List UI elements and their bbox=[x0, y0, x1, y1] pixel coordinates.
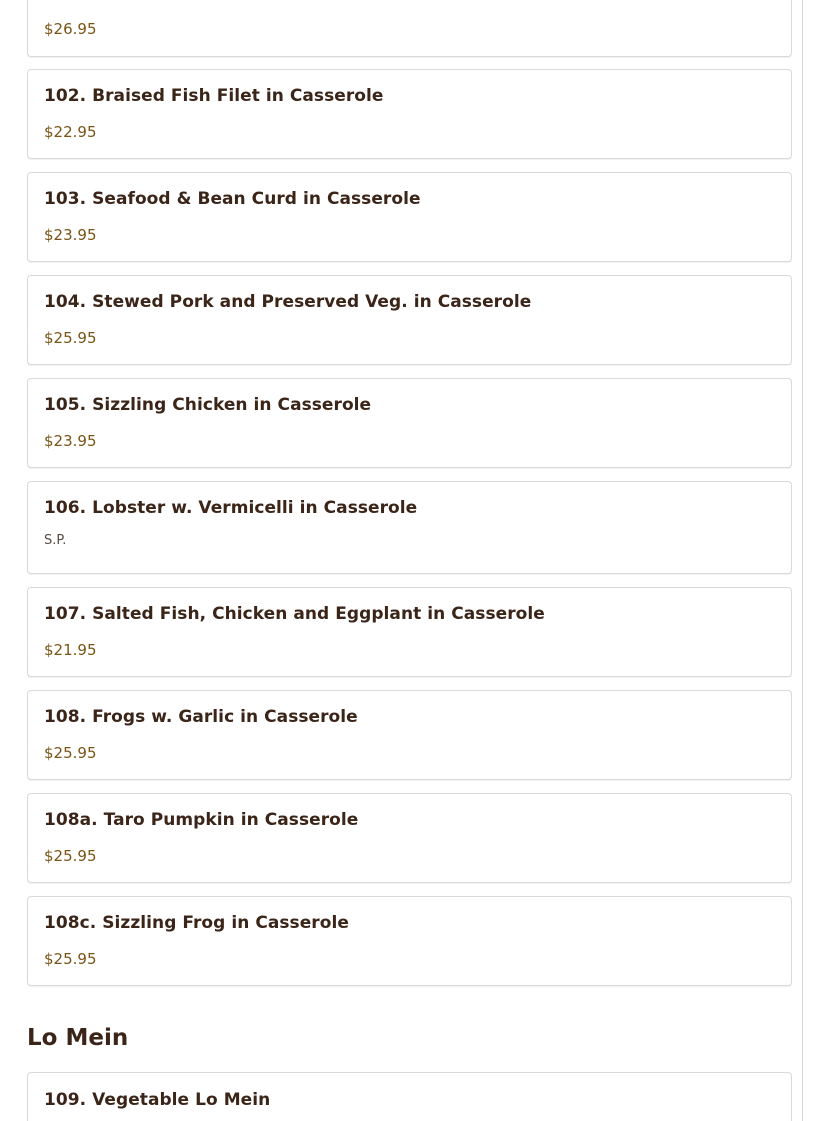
menu-item-price: $23.95 bbox=[44, 432, 97, 450]
menu-item-card[interactable] bbox=[27, 172, 792, 262]
menu-item-price: $22.95 bbox=[44, 123, 97, 141]
menu-item-price: $23.95 bbox=[44, 226, 97, 244]
menu-item-name: 104. Stewed Pork and Preserved Veg. in Casserole bbox=[44, 292, 532, 312]
menu-item-name: 108a. Taro Pumpkin in Casserole bbox=[44, 810, 359, 830]
menu-item-card[interactable] bbox=[27, 481, 792, 574]
menu-item-card[interactable] bbox=[27, 275, 792, 365]
menu-item-name: 105. Sizzling Chicken in Casserole bbox=[44, 395, 372, 415]
menu-item-price: $25.95 bbox=[44, 950, 97, 968]
menu-item-card[interactable] bbox=[27, 896, 792, 986]
menu-item-name: 102. Braised Fish Filet in Casserole bbox=[44, 86, 384, 106]
menu-item-name: 106. Lobster w. Vermicelli in Casserole bbox=[44, 498, 418, 518]
menu-item-card[interactable] bbox=[27, 1072, 792, 1121]
menu-item-price: $25.95 bbox=[44, 329, 97, 347]
menu-item-card[interactable] bbox=[27, 793, 792, 883]
menu-item-name: 109. Vegetable Lo Mein bbox=[44, 1090, 271, 1110]
menu-item-name: 108c. Sizzling Frog in Casserole bbox=[44, 913, 349, 933]
menu-item-price: $21.95 bbox=[44, 641, 97, 659]
menu-item-name: 103. Seafood & Bean Curd in Casserole bbox=[44, 189, 421, 209]
menu-item-card[interactable] bbox=[27, 587, 792, 677]
menu-item-price: $25.95 bbox=[44, 847, 97, 865]
menu-item-card[interactable] bbox=[27, 378, 792, 468]
menu-item-card[interactable] bbox=[27, 69, 792, 159]
menu-item-name: 107. Salted Fish, Chicken and Eggplant in Casserole bbox=[44, 604, 545, 624]
menu-item-card[interactable] bbox=[27, 690, 792, 780]
menu-item-card[interactable] bbox=[27, 0, 792, 57]
menu-item-price: S.P. bbox=[44, 533, 67, 548]
menu-item-price: $25.95 bbox=[44, 744, 97, 762]
menu-item-price: $26.95 bbox=[44, 20, 97, 38]
scroll-rail bbox=[802, 0, 803, 1121]
menu-item-name: 108. Frogs w. Garlic in Casserole bbox=[44, 707, 358, 727]
section-title-lo-mein: Lo Mein bbox=[27, 1025, 129, 1051]
